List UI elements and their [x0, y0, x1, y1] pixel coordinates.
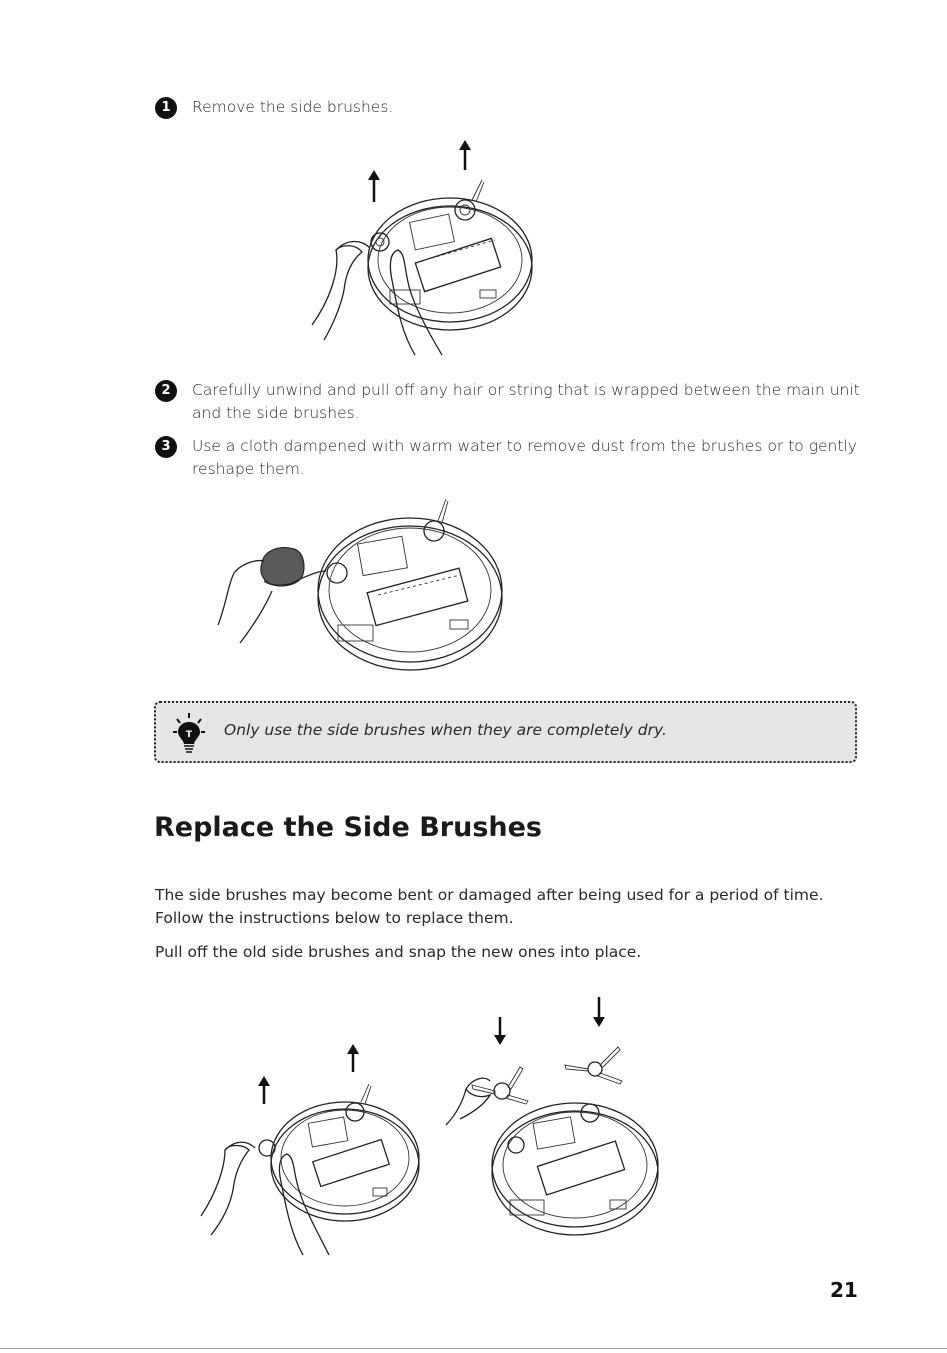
step-number-2: 2 [155, 380, 177, 402]
step-2-text: Carefully unwind and pull off any hair or string that is wrapped between the main unit and the side brushes. [192, 381, 860, 422]
illustration-remove-side-brushes [300, 140, 550, 360]
svg-text:T: T [185, 730, 193, 740]
section-paragraph-2: Pull off the old side brushes and snap the new ones into place. [155, 943, 642, 961]
section-paragraph-1: The side brushes may become bent or damaged after being used for a period of time. Follow the instructions below to replace them. [155, 886, 824, 927]
tip-text: Only use the side brushes when they are completely dry. [224, 721, 667, 739]
step-1-text: Remove the side brushes. [192, 98, 394, 116]
illustration-install-new-brushes [440, 995, 670, 1245]
illustration-clean-brush-cloth [210, 495, 510, 675]
page-number: 21 [830, 1278, 858, 1302]
bottom-rule [0, 1348, 947, 1349]
tip-box [154, 701, 857, 763]
step-number-1: 1 [155, 97, 177, 119]
illustration-remove-old-brushes [195, 1040, 430, 1260]
step-3-text: Use a cloth dampened with warm water to remove dust from the brushes or to gently reshape them. [192, 437, 857, 478]
section-title: Replace the Side Brushes [154, 812, 542, 843]
step-number-3: 3 [155, 436, 177, 458]
lightbulb-tip-icon [172, 713, 206, 753]
